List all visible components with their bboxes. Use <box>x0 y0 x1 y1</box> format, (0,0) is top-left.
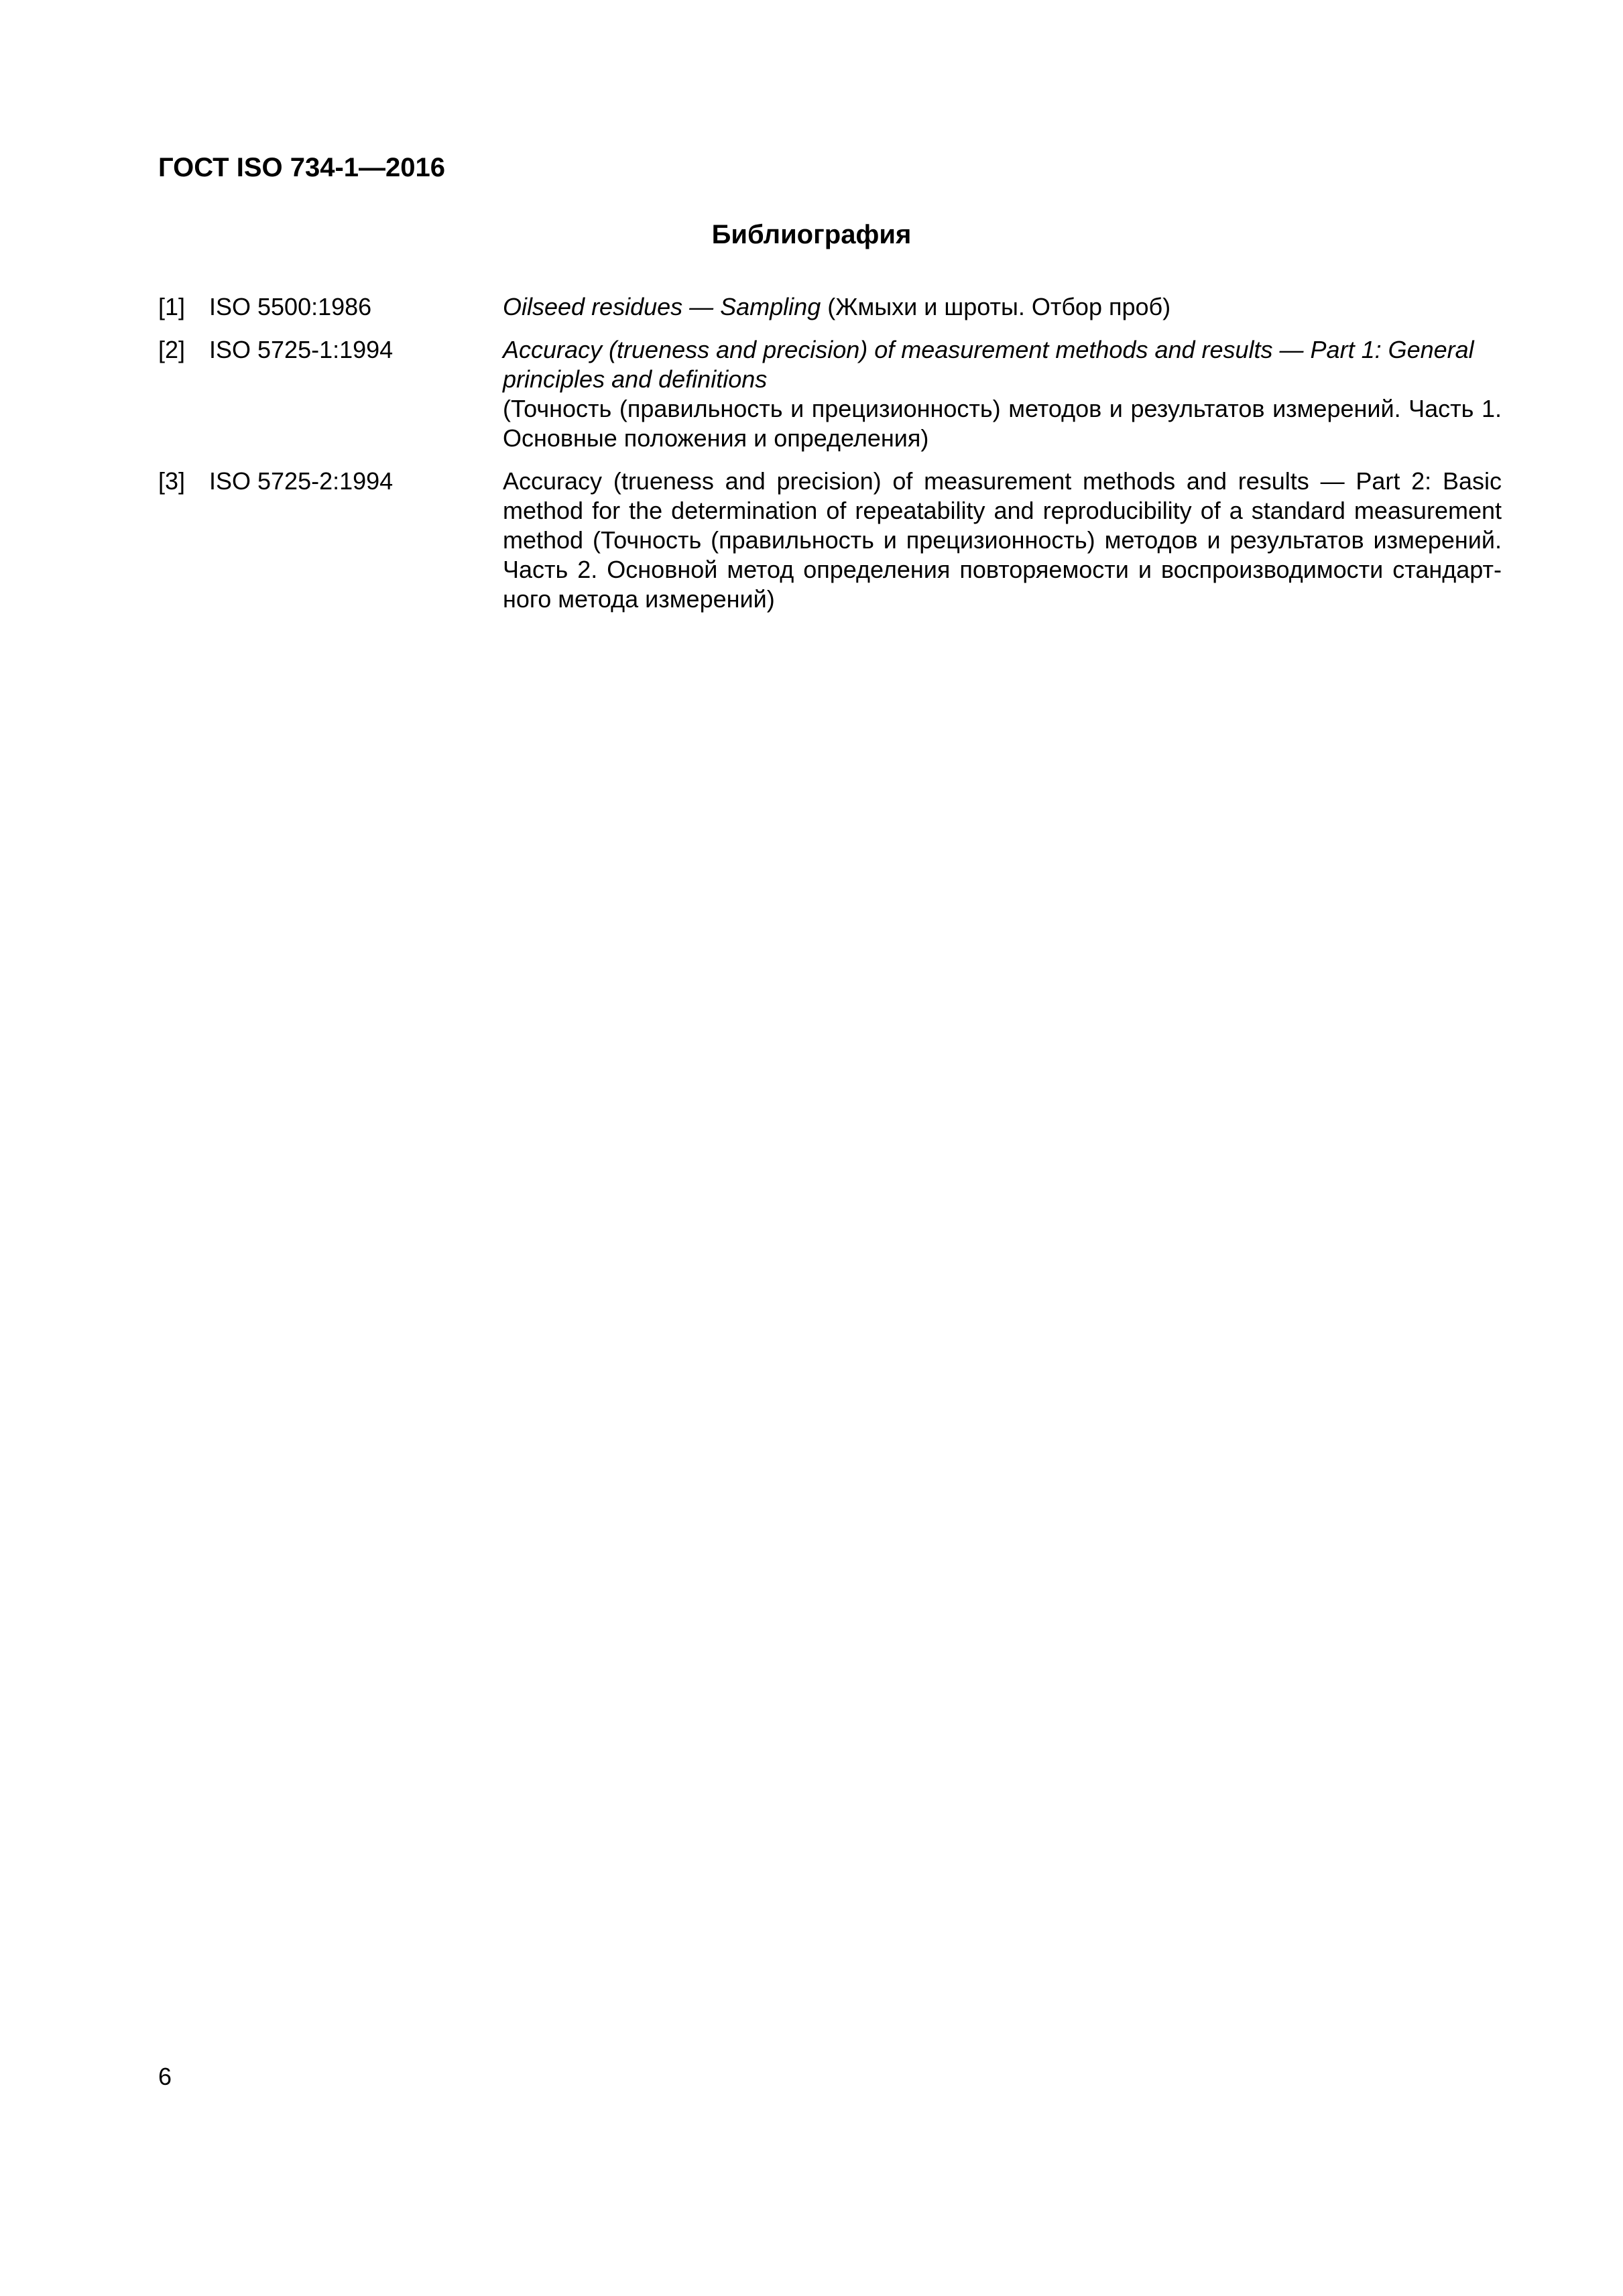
entry-title-en: Accuracy (trueness and precision) of measurement methods and results — Part 2: Basic method for the determination of repeatability and reproducibility of a standard measurement method <box>503 467 1502 554</box>
entry-number: [3] <box>158 467 186 495</box>
entry-title-ru: (Жмыхи и шроты. Отбор проб) <box>827 293 1171 320</box>
entry-code: ISO 5725-2:1994 <box>209 467 394 495</box>
document-header: ГОСТ ISO 734-1—2016 <box>158 153 446 182</box>
entry-description <box>503 467 1502 614</box>
bibliography-entry <box>158 292 1506 322</box>
entry-title-ru: (Точность (правильность и прецизионность) методов и результатов измерений. Часть 2. Основной метод определения повторяемости и воспроизводимости стандартного метода измерений) <box>503 526 1502 613</box>
bibliography-entry <box>158 335 1506 453</box>
entry-code: ISO 5725-1:1994 <box>209 336 394 363</box>
entry-title-ru: (Точность (правильность и прецизионность) методов и результатов измерений. Часть 1. Основные положения и определения) <box>503 395 1502 452</box>
entry-code: ISO 5500:1986 <box>209 293 372 320</box>
entry-number: [2] <box>158 336 186 363</box>
page-number: 6 <box>158 2063 172 2090</box>
entry-description <box>503 335 1502 453</box>
section-title: Библиография <box>711 220 912 249</box>
entry-description <box>503 292 1502 322</box>
entry-title-en: Accuracy (trueness and precision) of measurement methods and results — Part 1: General principles and definitions <box>503 336 1474 393</box>
bibliography-entry <box>158 467 1506 614</box>
bibliography-list <box>158 292 1506 627</box>
entry-title-en: Oilseed residues — Sampling <box>503 293 821 320</box>
entry-number: [1] <box>158 293 186 320</box>
